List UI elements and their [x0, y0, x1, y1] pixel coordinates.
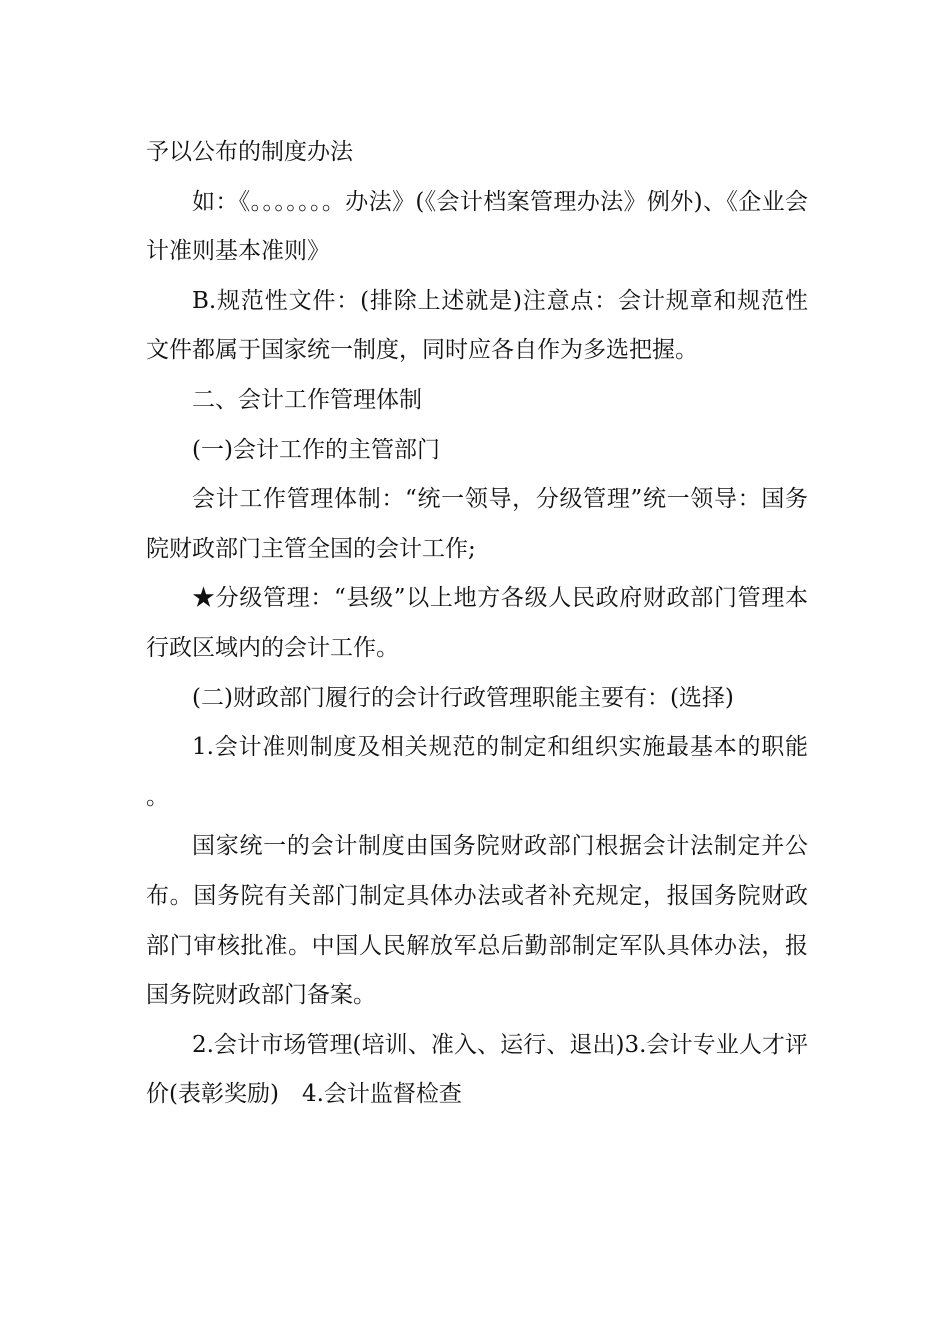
- subsection-heading-1: (一)会计工作的主管部门: [192, 436, 440, 463]
- paragraph-2: 如：《。。。。。。。办法》(《会计档案管理办法》例外)、《企业会计准则基本准则》: [146, 188, 808, 265]
- paragraph-11: 2.会计市场管理(培训、准入、运行、退出)3.会计专业人才评价(表彰奖励) 4.会计监督检查: [146, 1031, 808, 1108]
- paragraph-9: 1.会计准则制度及相关规范的制定和组织实施最基本的职能。: [146, 734, 808, 810]
- paragraph-1: 予以公布的制度办法: [146, 139, 353, 165]
- paragraph-3: B.规范性文件：(排除上述就是)注意点：会计规章和规范性文件都属于国家统一制度，同时应各自作为多选把握。: [146, 287, 808, 364]
- paragraph-7: ★分级管理：“县级”以上地方各级人民政府财政部门管理本行政区域内的会计工作。: [146, 585, 808, 661]
- paragraph-6: 会计工作管理体制：“统一领导，分级管理”统一领导：国务院财政部门主管全国的会计工作;: [146, 486, 808, 562]
- document-body: [146, 128, 808, 1120]
- paragraph-10: 国家统一的会计制度由国务院财政部门根据会计法制定并公布。国务院有关部门制定具体办法或者补充规定，报国务院财政部门审核批准。中国人民解放军总后勤部制定军队具体办法，报国务院财政部门备案。: [146, 833, 808, 1009]
- section-heading-2: 二、会计工作管理体制: [192, 386, 422, 413]
- subsection-heading-2: (二)财政部门履行的会计行政管理职能主要有：(选择): [192, 684, 734, 711]
